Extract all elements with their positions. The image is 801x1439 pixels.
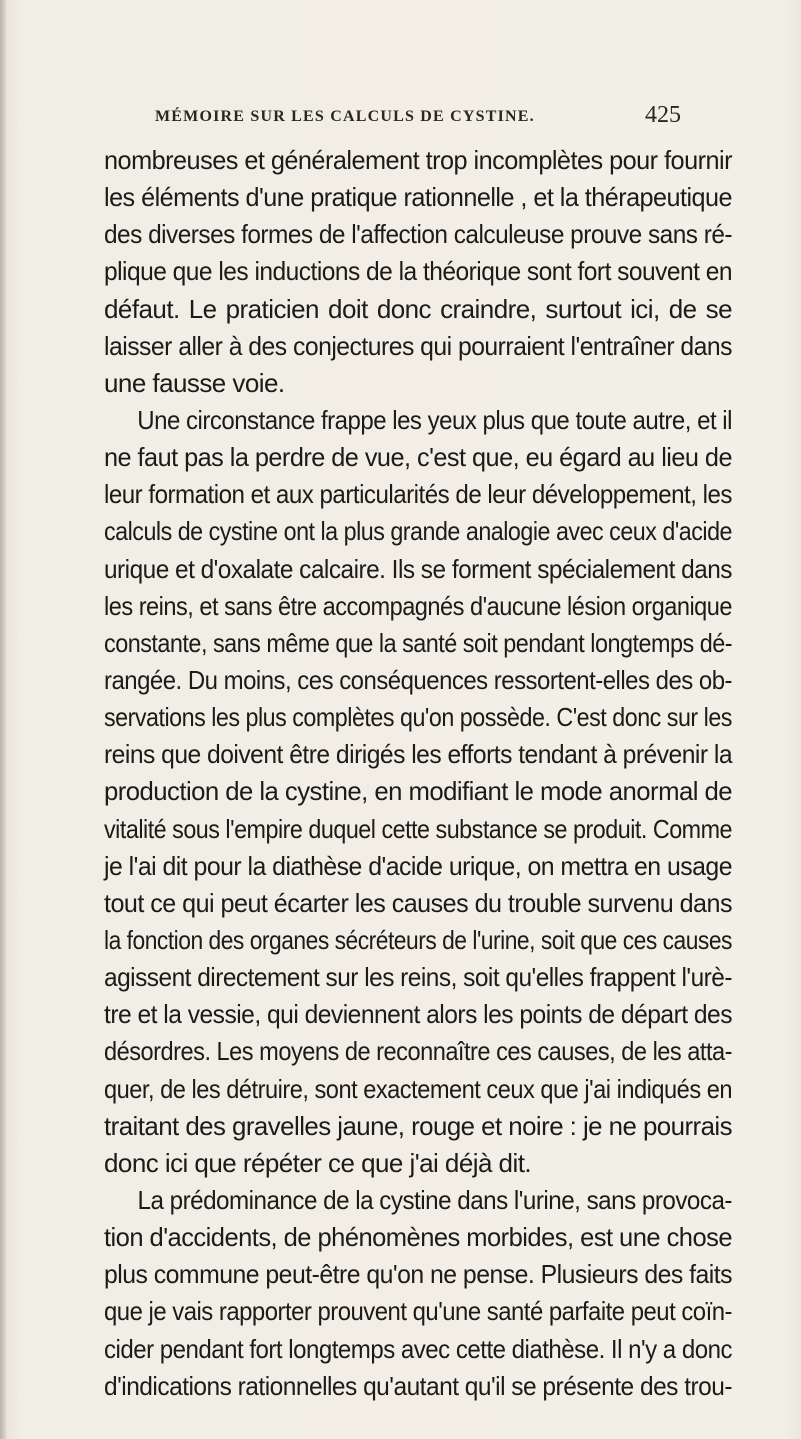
text-line: que je vais rapporter prouvent qu'une santé parfaite peut coïn- bbox=[104, 1296, 732, 1327]
text-line: ne faut pas la perdre de vue, c'est que, eu égard au lieu de bbox=[104, 442, 733, 473]
text-line: production de la cystine, en modifiant le mode anormal de bbox=[104, 776, 733, 807]
body-text bbox=[104, 142, 732, 1405]
text-line: la fonction des organes sécréteurs de l'urine, soit que ces causes bbox=[104, 924, 732, 955]
text-line: rangée. Du moins, ces conséquences ressortent-elles des ob- bbox=[104, 664, 732, 695]
text-line: tion d'accidents, de phénomènes morbides, est une chose bbox=[104, 1222, 733, 1253]
text-line: agissent directement sur les reins, soit qu'elles frappent l'urè- bbox=[104, 962, 732, 993]
text-line: traitant des gravelles jaune, rouge et noire : je ne pourrais bbox=[104, 1110, 733, 1141]
text-line: les éléments d'une pratique rationnelle , et la thérapeutique bbox=[104, 182, 732, 213]
text-line: calculs de cystine ont la plus grande analogie avec ceux d'acide bbox=[104, 516, 732, 547]
text-line: désordres. Les moyens de reconnaître ces causes, de les atta- bbox=[104, 1036, 733, 1067]
text-line: défaut. Le praticien doit donc craindre, surtout ici, de se bbox=[104, 293, 732, 324]
text-line: cider pendant fort longtemps avec cette diathèse. Il n'y a donc bbox=[104, 1333, 732, 1364]
paragraph-end-line: une fausse voie. bbox=[104, 367, 285, 398]
text-line: reins que doivent être dirigés les efforts tendant à prévenir la bbox=[104, 739, 733, 770]
text-line: plique que les inductions de la théorique sont fort souvent en bbox=[104, 256, 733, 287]
page-number: 425 bbox=[645, 102, 681, 128]
binding-edge bbox=[0, 0, 6, 1439]
text-line: urique et d'oxalate calcaire. Ils se forment spécialement dans bbox=[104, 553, 732, 584]
text-line: laisser aller à des conjectures qui pourraient l'entraîner dans bbox=[104, 330, 732, 361]
paragraph-start-line: Une circonstance frappe les yeux plus que toute autre, et il bbox=[137, 404, 732, 435]
text-line: des diverses formes de l'affection calculeuse prouve sans ré- bbox=[104, 219, 733, 250]
text-line: plus commune peut-être qu'on ne pense. Plusieurs des faits bbox=[104, 1259, 732, 1290]
text-line: tre et la vessie, qui deviennent alors les points de départ des bbox=[104, 999, 733, 1030]
text-line: quer, de les détruire, sont exactement ceux que j'ai indiqués en bbox=[104, 1073, 732, 1104]
running-head: MÉMOIRE SUR LES CALCULS DE CYSTINE. bbox=[155, 108, 535, 125]
paragraph-end-line: donc ici que répéter ce que j'ai déjà dit. bbox=[104, 1147, 532, 1178]
paragraph-start-line: La prédominance de la cystine dans l'urine, sans provoca- bbox=[137, 1184, 732, 1215]
text-line: tout ce qui peut écarter les causes du trouble survenu dans bbox=[104, 887, 732, 918]
text-line: d'indications rationnelles qu'autant qu'il se présente des trou- bbox=[104, 1370, 733, 1401]
text-line: les reins, et sans être accompagnés d'aucune lésion organique bbox=[104, 590, 733, 621]
text-line: nombreuses et généralement trop incomplètes pour fournir bbox=[104, 145, 733, 175]
text-line: servations les plus complètes qu'on possède. C'est donc sur les bbox=[104, 702, 732, 733]
text-line: vitalité sous l'empire duquel cette substance se produit. Comme bbox=[104, 813, 733, 844]
text-line: je l'ai dit pour la diathèse d'acide urique, on mettra en usage bbox=[104, 850, 732, 881]
text-line: constante, sans même que la santé soit pendant longtemps dé- bbox=[104, 627, 733, 658]
text-line: leur formation et aux particularités de leur développement, les bbox=[104, 479, 732, 510]
